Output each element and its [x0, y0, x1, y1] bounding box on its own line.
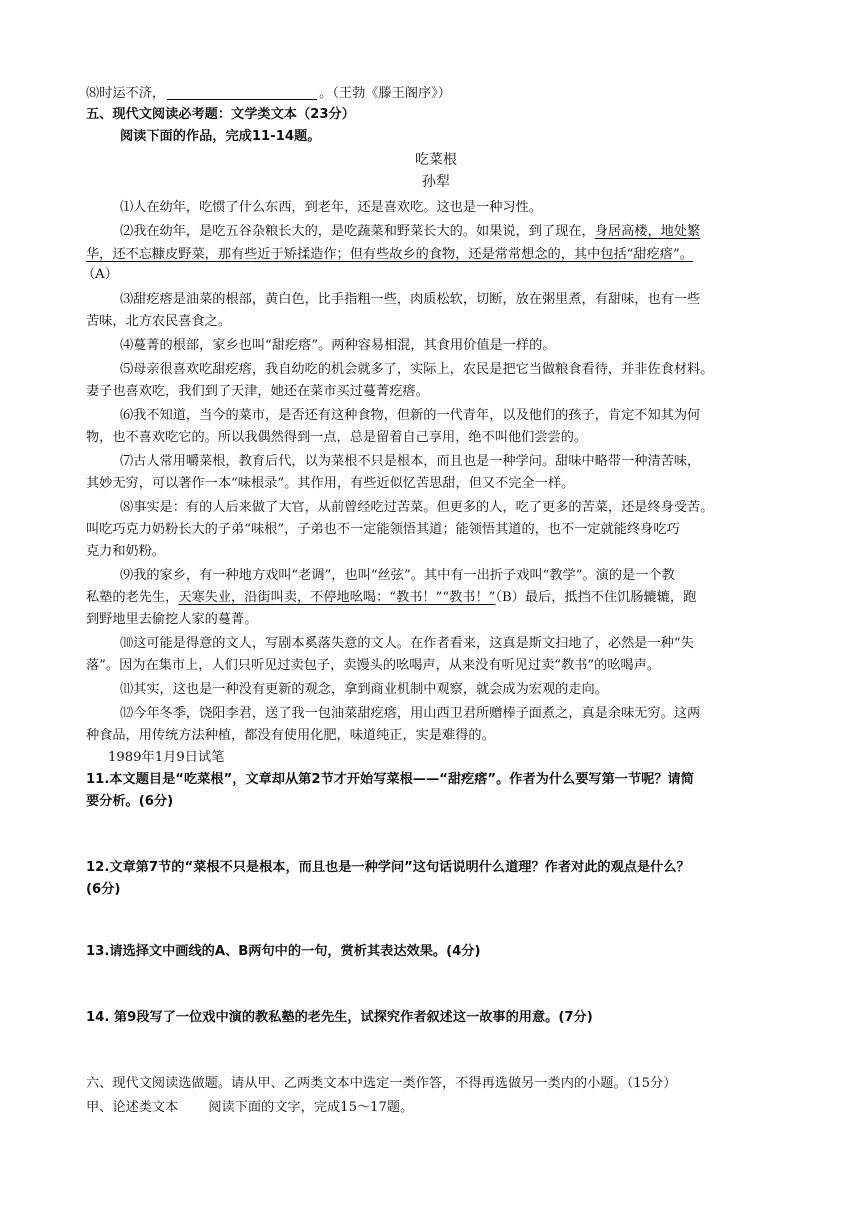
paragraph-12-line-1: ⑿今年冬季，饶阳李君，送了我一包油菜甜疙瘩，用山西卫君所赠棒子面煮之，真是余味无穷。这两: [120, 706, 701, 721]
paragraph-5-line-1: ⑸母亲很喜欢吃甜疙瘩，我自幼吃的机会就多了，实际上，农民是把它当做粮食看待，并非佐食材料。: [120, 362, 714, 377]
paragraph-3-line-2: 苦味，北方农民喜食之。: [86, 314, 232, 329]
section-6-heading: 六、现代文阅读选做题。请从甲、乙两类文本中选定一类作答，不得再选做另一类内的小题。（15分）: [86, 1076, 677, 1091]
section-5-heading: 五、现代文阅读必考题：文学类文本（23分）: [86, 107, 355, 122]
question-11-line-2: 要分析。(6分): [86, 794, 174, 809]
section-5-instruction: 阅读下面的作品，完成11-14题。: [120, 129, 321, 144]
paragraph-1: ⑴人在幼年，吃惯了什么东西，到老年，还是喜欢吃。这也是一种习性。: [120, 200, 542, 215]
question-12-line-1: 12.文章第7节的“菜根不只是根本，而且也是一种学问”这句话说明什么道理？作者对此的观点是什么？: [86, 860, 690, 875]
paragraph-3-line-1: ⑶甜疙瘩是油菜的根部，黄白色，比手指粗一些，肉质松软，切断，放在粥里煮，有甜味，也有一些: [120, 292, 701, 307]
paragraph-11: ⑾其实，这也是一种没有更新的观念，拿到商业机制中观察，就会成为宏观的走向。: [120, 682, 608, 697]
article-date: 1989年1月9日试笔: [108, 750, 225, 765]
paragraph-2-line-1: [120, 222, 820, 242]
question-12-line-2: (6分): [86, 882, 121, 897]
paragraph-8-line-1: ⑻事实是：有的人后来做了大官，从前曾经吃过苦菜。但更多的人，吃了更多的苦菜，还是终身受苦。: [120, 500, 714, 515]
p9-text-end: （B）最后，抵挡不住饥肠辘辘，跑: [495, 590, 697, 605]
paragraph-12-line-2: 种食品，用传统方法种植，都没有使用化肥，味道纯正，实是难得的。: [86, 728, 495, 743]
underlined-sentence-b: 天寒失业，沿街叫卖，不停地吆喝：“教书！”“教书！”: [178, 590, 496, 605]
paragraph-5-line-2: 妻子也喜欢吃，我们到了天津，她还在菜市买过蔓菁疙瘩。: [86, 384, 429, 399]
paragraph-10-line-2: 落”。因为在集市上，人们只听见过卖包子，卖馒头的吆喝声，从来没有听见过卖“教书”的吆喝声。: [86, 658, 661, 673]
q8-suffix: 。（王勃《滕王阁序》）: [319, 86, 451, 101]
question-8-fill-blank: [86, 84, 786, 104]
question-14: 14. 第9段写了一位戏中演的教私塾的老先生，试探究作者叙述这一故事的用意。(7分): [86, 1010, 593, 1025]
paragraph-9-line-1: ⑼我的家乡，有一种地方戏叫“老调”，也叫“丝弦”。其中有一出折子戏叫“教学”。演的是一个教: [120, 568, 675, 583]
paragraph-4: ⑷蔓菁的根部，家乡也叫“甜疙瘩”。两种容易相混，其食用价值是一样的。: [120, 338, 556, 353]
article-title: 吃菜根: [415, 152, 457, 168]
paragraph-8-line-3: 克力和奶粉。: [86, 544, 166, 559]
paragraph-9-line-2: [86, 588, 786, 608]
paragraph-8-line-2: 叫吃巧克力奶粉长大的子弟“味根”，子弟也不一定能领悟其道；能领悟其道的，也不一定就能终身吃巧: [86, 522, 680, 537]
article-author: 孙犁: [422, 174, 450, 190]
answer-blank[interactable]: [167, 85, 317, 100]
q8-prefix: ⑻时运不济，: [86, 86, 166, 101]
subsection-instruction: 阅读下面的文字，完成15～17题。: [208, 1100, 414, 1115]
question-13: 13.请选择文中画线的A、B两句中的一句，赏析其表达效果。(4分): [86, 944, 481, 959]
p2-text: ⑵我在幼年，是吃五谷杂粮长大的，是吃蔬菜和野菜长大的。如果说，到了现在，: [120, 224, 595, 239]
paragraph-2-line-2: [86, 245, 786, 265]
underlined-sentence-a-part1: 身居高楼，地处繁: [594, 224, 701, 239]
p9-text-start: 私塾的老先生，: [86, 590, 179, 605]
paragraph-9-line-3: 到野地里去偷挖人家的蔓菁。: [86, 612, 258, 627]
section-6-subheading: [86, 1098, 786, 1118]
paragraph-7-line-2: 其妙无穷，可以著作一本“味根录”。其作用，有些近似忆苦思甜，但又不完全一样。: [86, 476, 575, 491]
paragraph-6-line-1: ⑹我不知道，当今的菜市，是否还有这种食物，但新的一代青年，以及他们的孩子，肯定不知其为何: [120, 408, 701, 423]
paragraph-10-line-1: ⑽这可能是得意的文人，写剧本奚落失意的文人。在作者看来，这真是斯文扫地了，必然是一种“失: [120, 636, 694, 651]
question-11-line-1: 11.本文题目是“吃菜根”，文章却从第2节才开始写菜根——“甜疙瘩”。作者为什么要写第一节呢？请简: [86, 772, 694, 787]
underlined-sentence-a-part2: 华，还不忘糠皮野菜，那有些近于矫揉造作；但有些故乡的食物，还是常常想念的，其中包括“甜疙瘩”。: [86, 247, 693, 262]
marker-a: （A）: [82, 267, 118, 282]
subsection-label: 甲、论述类文本: [86, 1100, 179, 1115]
paragraph-6-line-2: 物，也不喜欢吃它的。所以我偶然得到一点，总是留着自己享用，绝不叫他们尝尝的。: [86, 430, 588, 445]
paragraph-7-line-1: ⑺古人常用嚼菜根，教育后代，以为菜根不只是根本，而且也是一种学问。甜味中略带一种清苦味，: [120, 454, 701, 469]
